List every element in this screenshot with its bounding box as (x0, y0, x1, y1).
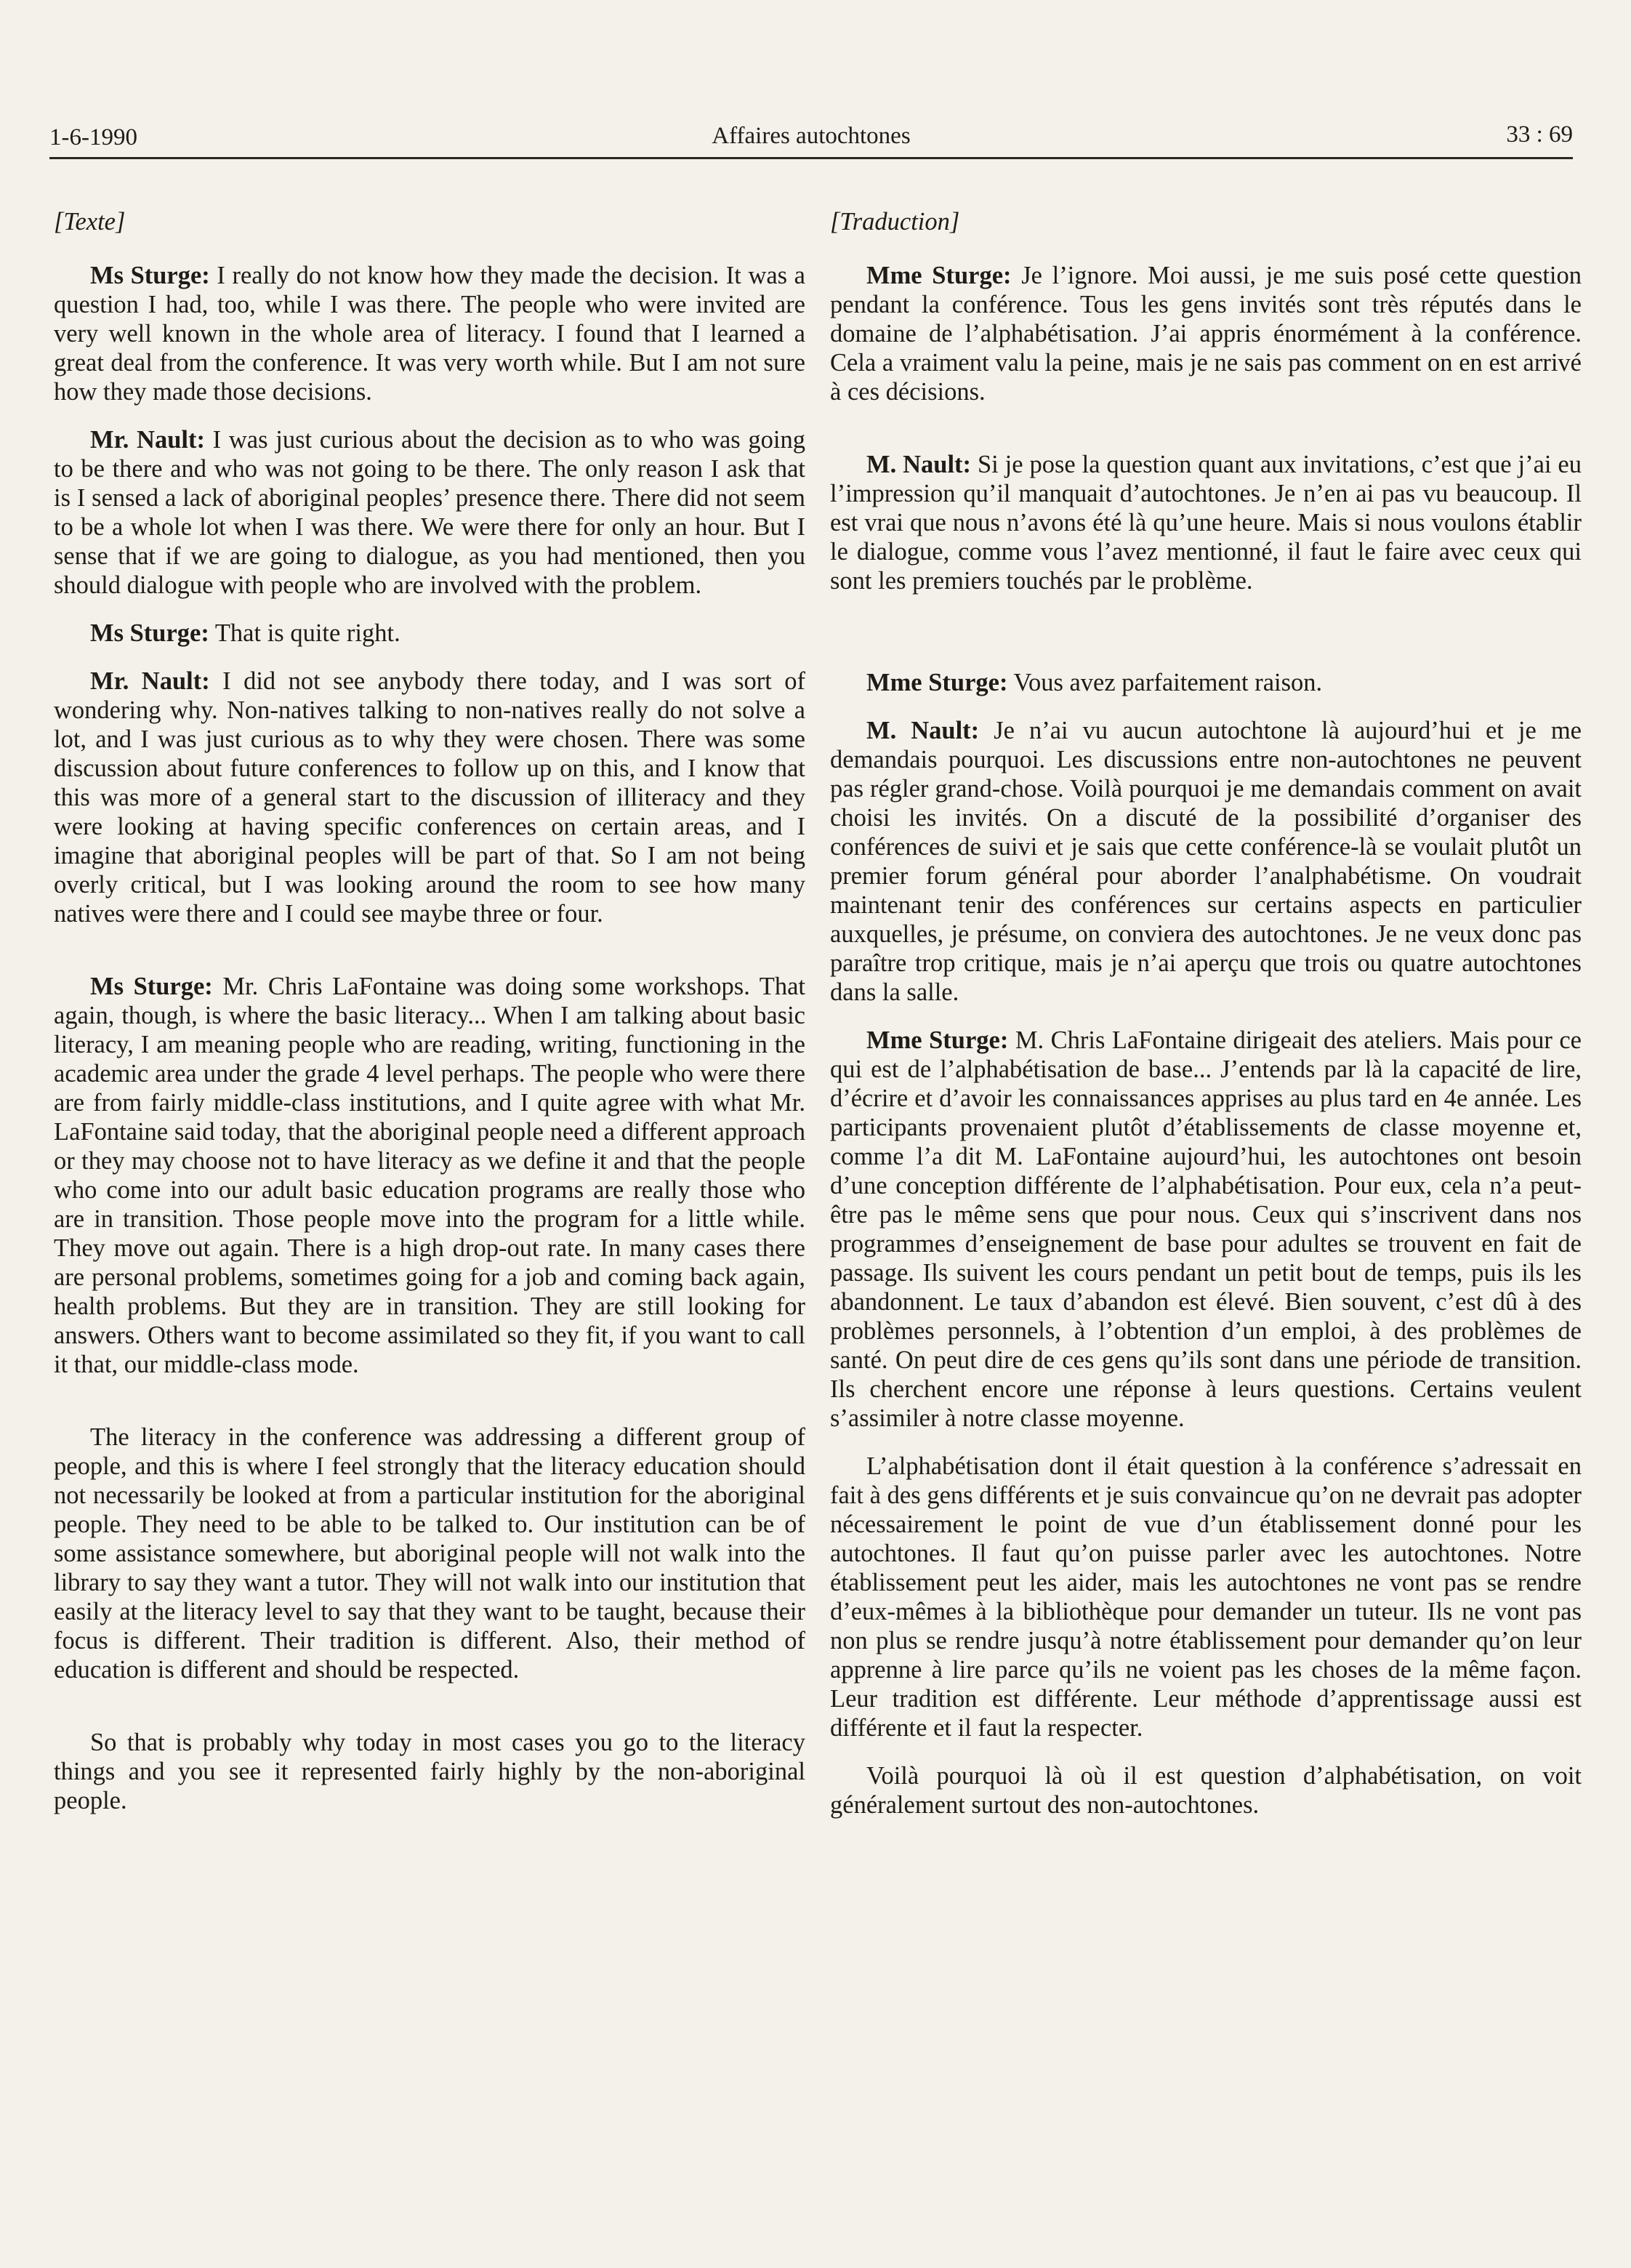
paragraph (54, 261, 805, 406)
speaker-name: Mme Sturge: (866, 1026, 1009, 1054)
paragraph (54, 1423, 805, 1684)
speaker-name: M. Nault: (866, 451, 972, 478)
paragraph-text: I did not see anybody there today, and I was sort of wondering why. Non-natives talking to non-natives really do not solve a lot, and I was just curious as to why they were chosen. There was some discussion about future conferences to follow up on this, and I know that this was more of a general start to the discussion of illiteracy and they were looking at having specific conferences on certain areas, and I imagine that aboriginal peoples will be part of that. So I am not being overly critical, but I was looking around the room to see how many natives were there and I could see maybe three or four. (54, 667, 806, 928)
paragraph (54, 425, 805, 600)
speaker-name: Mme Sturge: (866, 262, 1012, 289)
paragraph (830, 716, 1582, 1007)
speaker-name: M. Nault: (866, 717, 980, 744)
paragraph-text: M. Chris LaFontaine dirigeait des ateliers. Mais pour ce qui est de l’alphabétisation de base... J’entends par là la capacité de lire, d’écrire et d’avoir les connaissances apprises au plus tard en 4e année. Les participants provenaient plutôt d’établissements de classe moyenne et, comme l’a dit M. LaFontaine aujourd’hui, les autochtones ont besoin d’une conception différente de l’alphabétisation. Pour eux, cela n’a peut-être pas le même sens que pour nous. Ceux qui s’inscrivent dans nos programmes d’enseignement de base pour adultes se trouvent en fait de passage. Ils suivent les cours pendant un petit bout de temps, puis ils les abandonnent. Le taux d’abandon est élevé. Bien souvent, c’est dû à des problèmes personnels, à l’obtention d’un emploi, à des problèmes de santé. On peut dire de ces gens qu’ils sont dans une période de transition. Ils cherchent encore une réponse à leurs questions. Certains veulent s’assimiler à notre classe moyenne. (830, 1026, 1582, 1432)
paragraph-text: Voilà pourquoi là où il est question d’alphabétisation, on voit généralement surtout des non-autochtones. (830, 1762, 1582, 1819)
speaker-name: Ms Sturge: (90, 262, 210, 289)
paragraph (830, 1026, 1582, 1433)
header-page-number: 33 : 69 (1506, 121, 1573, 148)
paragraph (830, 450, 1582, 595)
paragraph (54, 619, 805, 648)
paragraph-text: Mr. Chris LaFontaine was doing some workshops. That again, though, is where the basic literacy... When I am talking about basic literacy, I am meaning people who are reading, writing, functioning in the academic area under the grade 4 level perhaps. The people who were there are from fairly middle-class institutions, and I quite agree with what Mr. LaFontaine said today, that the aboriginal people need a different approach or they may choose not to have literacy as we define it and that the people who come into our adult basic education programs are really those who are in transition. Those people move into the program for a little while. They move out again. There is a high drop-out rate. In many cases there are personal problems, sometimes going for a job and coming back again, health problems. But they are in transition. They are still looking for answers. Others want to become assimilated so they fit, if you want to call it that, our middle-class mode. (54, 973, 805, 1378)
paragraph-text: That is quite right. (209, 619, 400, 647)
paragraph-text: Je l’ignore. Moi aussi, je me suis posé cette question pendant la conférence. Tous les gens invités sont très réputés dans le domaine de l’alphabétisation. J’ai appris énormément à la conférence. Cela a vraiment valu la peine, mais je ne sais pas comment on en est arrivé à ces décisions. (830, 262, 1582, 406)
paragraph-text: Si je pose la question quant aux invitations, c’est que j’ai eu l’impression qu’il manquait d’autochtones. Je n’en ai pas vu beaucoup. Il est vrai que nous n’avons été là qu’une heure. Mais si nous voulons établir le dialogue, comme vous l’avez mentionné, il faut le faire avec ceux qui sont les premiers touchés par le problème. (830, 451, 1582, 595)
column-marker-traduction: [Traduction] (830, 208, 960, 236)
english-column (54, 207, 805, 1834)
paragraph-text: L’alphabétisation dont il était question à la conférence s’adressait en fait à des gens différents et je suis convaincue qu’on ne devrait pas adopter nécessairement le point de vue d’un établissement donné pour les autochtones. Il faut qu’on puisse parler avec les autochtones. Notre établissement peut les aider, mais les autochtones ne vont pas se rendre d’eux-mêmes à la bibliothèque pour demander un tuteur. Ils ne vont pas non plus se rendre jusqu’à notre établissement pour demander qu’on leur apprenne à lire parce qu’ils ne voient pas les choses de la même façon. Leur tradition est différente. Leur méthode d’apprentissage aussi est différente et il faut la respecter. (830, 1452, 1582, 1742)
french-column (830, 207, 1582, 1838)
paragraph-text: The literacy in the conference was addressing a different group of people, and this is where I feel strongly that the literacy education should not necessarily be looked at from a particular institution for the aboriginal people. They need to be able to be talked to. Our institution can be of some assistance somewhere, but aboriginal people will not walk into the library to say they want a tutor. They will not walk into our institution that easily at the literacy level to say that they want to be taught, because their focus is different. Their tradition is different. Also, their method of education is different and should be respected. (54, 1423, 805, 1684)
header-date: 1-6-1990 (49, 124, 137, 150)
paragraph (54, 667, 805, 928)
paragraph-text: Je n’ai vu aucun autochtone là aujourd’hui et je me demandais pourquoi. Les discussions entre non-autochtones ne peuvent pas régler grand-chose. Voilà pourquoi je me demandais comment on avait choisi les invités. On a discuté de la possibilité d’organiser des conférences de suivi et je sais que cette conférence-là se voulait plutôt un premier forum général pour aborder l’analphabétisme. On voudrait maintenant tenir des conférences sur certains aspects en particulier auxquelles, je présume, on conviera des autochtones. Je ne veux donc pas paraître trop critique, mais je n’ai aperçu que trois ou quatre autochtones dans la salle. (830, 717, 1582, 1006)
paragraph-text: I really do not know how they made the decision. It was a question I had, too, while I was there. The people who were invited are very well known in the whole area of literacy. I found that I learned a great deal from the conference. It was very worth while. But I am not sure how they made those decisions. (54, 262, 805, 406)
paragraph (54, 1728, 805, 1815)
header-title: Affaires autochtones (712, 123, 911, 149)
paragraph-text: I was just curious about the decision as to who was going to be there and who was not going to be there. The only reason I ask that is I sensed a lack of aboriginal peoples’ presence there. There did not seem to be a whole lot when I was there. We were there for only an hour. But I sense that if we are going to dialogue, as you had mentioned, then you should dialogue with people who are involved with the problem. (54, 426, 806, 599)
paragraph (830, 668, 1582, 697)
page-header (49, 109, 1573, 159)
paragraph-text: Vous avez parfaitement raison. (1007, 669, 1323, 696)
speaker-name: Mme Sturge: (866, 669, 1008, 696)
paragraph (830, 1452, 1582, 1742)
speaker-name: Ms Sturge: (90, 973, 213, 1000)
paragraph-text: So that is probably why today in most cases you go to the literacy things and you see it represented fairly highly by the non-aboriginal people. (54, 1729, 805, 1814)
paragraph (830, 261, 1582, 406)
paragraph (54, 972, 805, 1379)
speaker-name: Ms Sturge: (90, 619, 209, 647)
speaker-name: Mr. Nault: (90, 667, 210, 695)
speaker-name: Mr. Nault: (90, 426, 205, 454)
paragraph (830, 1761, 1582, 1819)
column-marker-texte: [Texte] (54, 208, 126, 236)
